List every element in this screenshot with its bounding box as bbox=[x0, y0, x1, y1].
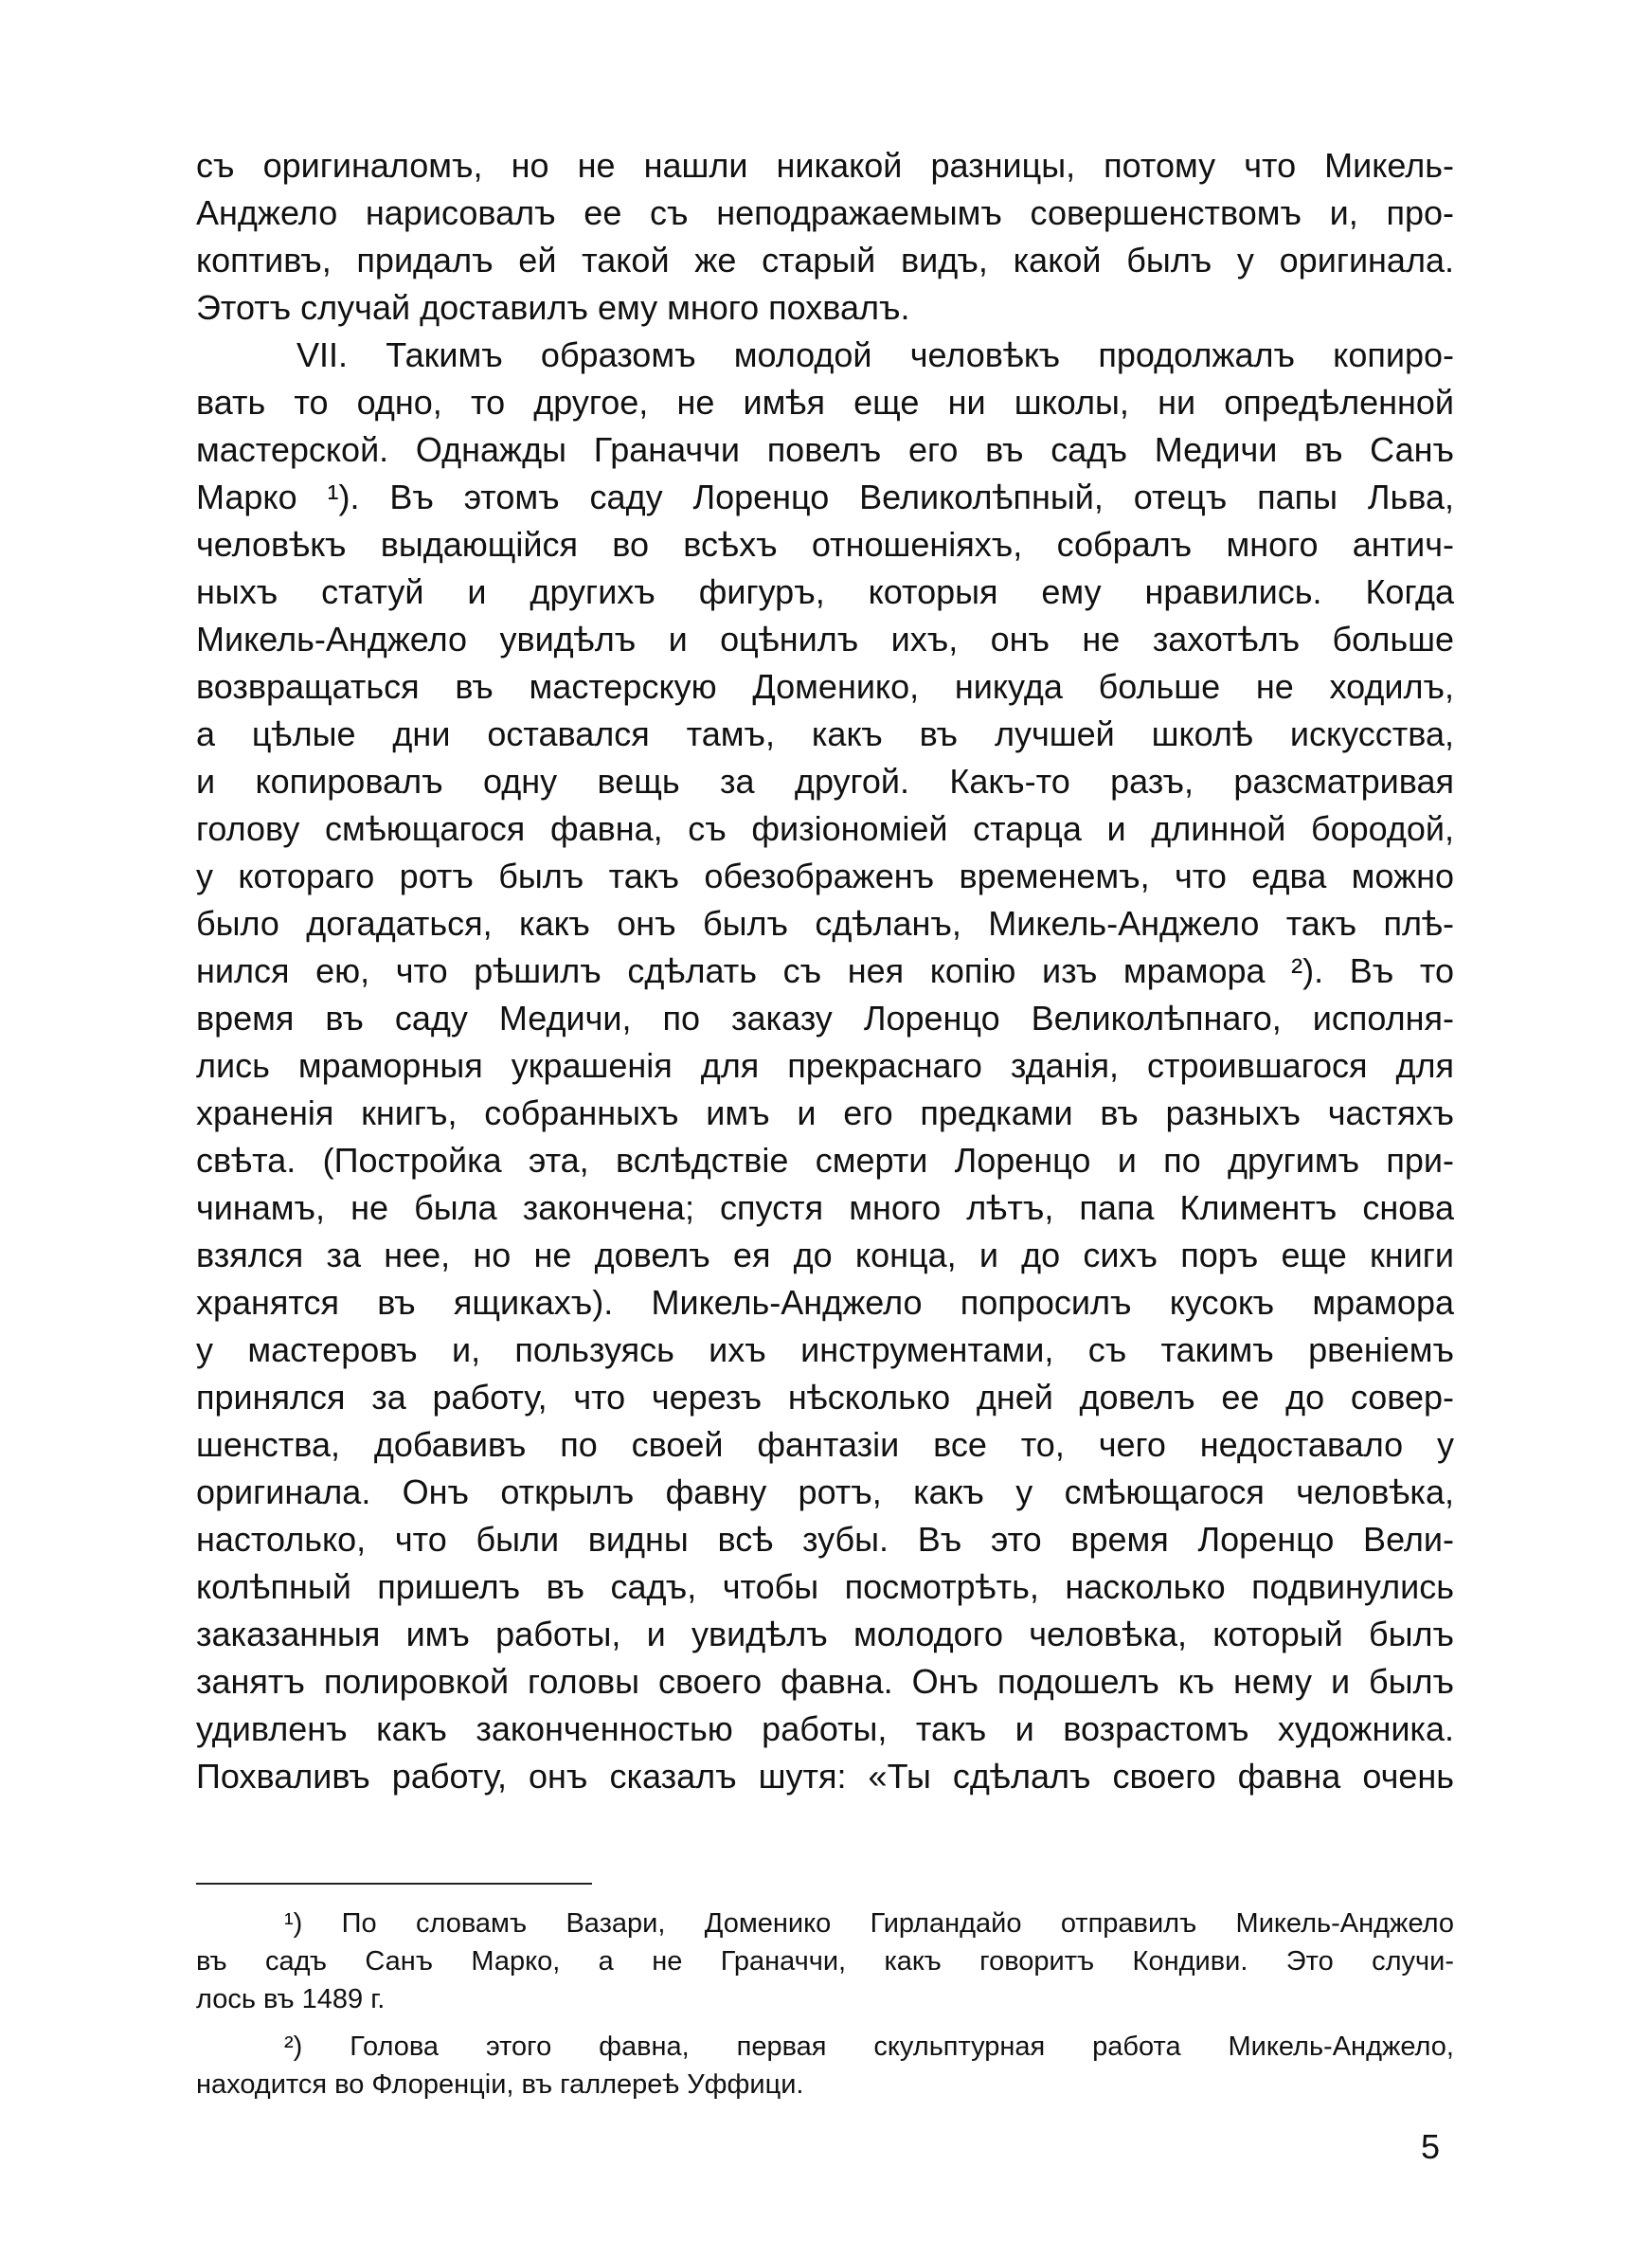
text-line: принялся за работу, что черезъ нѣсколько дней довелъ ее до совер- bbox=[196, 1378, 1454, 1417]
text-line: заказанныя имъ работы, и увидѣлъ молодого человѣка, который былъ bbox=[196, 1615, 1454, 1653]
text-line: голову смѣющагося фавна, съ физіономіей старца и длинной бородой, bbox=[196, 809, 1454, 848]
text-line: Похваливъ работу, онъ сказалъ шутя: «Ты сдѣлалъ своего фавна очень bbox=[196, 1757, 1454, 1796]
text-line: вать то одно, то другое, не имѣя еще ни школы, ни опредѣленной bbox=[196, 383, 1454, 422]
text-line: колѣпный пришелъ въ садъ, чтобы посмотрѣть, насколько подвинулись bbox=[196, 1567, 1454, 1606]
text-line: у котораго ротъ былъ такъ обезображенъ временемъ, что едва можно bbox=[196, 857, 1454, 895]
text-line: время въ саду Медичи, по заказу Лоренцо Великолѣпнаго, исполня- bbox=[196, 999, 1454, 1038]
footnote-divider bbox=[196, 1883, 592, 1885]
footnote-line: лось въ 1489 г. bbox=[196, 1984, 386, 2014]
text-line: удивленъ какъ законченностью работы, такъ и возрастомъ художника. bbox=[196, 1709, 1454, 1748]
text-line: и копировалъ одну вещь за другой. Какъ-то разъ, разсматривая bbox=[196, 762, 1454, 801]
text-line: оригинала. Онъ открылъ фавну ротъ, какъ у смѣющагося человѣка, bbox=[196, 1472, 1454, 1511]
text-line: съ оригиналомъ, но не нашли никакой разницы, потому что Микель- bbox=[196, 146, 1454, 185]
footnote-line: ¹) По словамъ Вазари, Доменико Гирландайо отправилъ Микель-Анджело bbox=[284, 1908, 1454, 1939]
text-line: шенства, добавивъ по своей фантазіи все то, чего недоставало у bbox=[196, 1425, 1454, 1464]
text-line: взялся за нее, но не довелъ ея до конца, и до сихъ поръ еще книги bbox=[196, 1236, 1454, 1274]
text-line: настолько, что были видны всѣ зубы. Въ это время Лоренцо Вели- bbox=[196, 1520, 1454, 1559]
footnote-line: ²) Голова этого фавна, первая скульптурная работа Микель-Анджело, bbox=[284, 2031, 1454, 2062]
text-line: храненія книгъ, собранныхъ имъ и его предками въ разныхъ частяхъ bbox=[196, 1093, 1454, 1132]
text-line: коптивъ, придалъ ей такой же старый видъ, какой былъ у оригинала. bbox=[196, 241, 1454, 280]
footnote-line: находится во Флоренціи, въ галлереѣ Уффици. bbox=[196, 2069, 804, 2100]
text-line: VII. Такимъ образомъ молодой человѣкъ продолжалъ копиро- bbox=[296, 335, 1454, 374]
text-line: мастерской. Однажды Граначчи повелъ его въ садъ Медичи въ Санъ bbox=[196, 430, 1454, 469]
text-line: ныхъ статуй и другихъ фигуръ, которыя ему нравились. Когда bbox=[196, 572, 1454, 611]
text-line: Анджело нарисовалъ ее съ неподражаемымъ совершенствомъ и, про- bbox=[196, 193, 1454, 232]
text-line: хранятся въ ящикахъ). Микель-Анджело попросилъ кусокъ мрамора bbox=[196, 1283, 1454, 1322]
text-line: свѣта. (Постройка эта, вслѣдствіе смерти Лоренцо и по другимъ при- bbox=[196, 1141, 1454, 1180]
text-line: а цѣлые дни оставался тамъ, какъ въ лучшей школѣ искусства, bbox=[196, 714, 1454, 753]
text-line: было догадаться, какъ онъ былъ сдѣланъ, Микель-Анджело такъ плѣ- bbox=[196, 904, 1454, 943]
text-line: человѣкъ выдающійся во всѣхъ отношеніяхъ, собралъ много антич- bbox=[196, 525, 1454, 564]
text-line: возвращаться въ мастерскую Доменико, никуда больше не ходилъ, bbox=[196, 667, 1454, 706]
text-line: нился ею, что рѣшилъ сдѣлать съ нея копію изъ мрамора ²). Въ то bbox=[196, 951, 1454, 990]
text-line: у мастеровъ и, пользуясь ихъ инструментами, съ такимъ рвеніемъ bbox=[196, 1330, 1454, 1369]
text-line: Этотъ случай доставилъ ему много похвалъ. bbox=[196, 288, 910, 327]
footnote-line: въ садъ Санъ Марко, а не Граначчи, какъ говоритъ Кондиви. Это случи- bbox=[196, 1946, 1454, 1977]
text-line: занятъ полировкой головы своего фавна. Онъ подошелъ къ нему и былъ bbox=[196, 1662, 1454, 1701]
page-number: 5 bbox=[1421, 2127, 1441, 2166]
text-line: Микель-Анджело увидѣлъ и оцѣнилъ ихъ, онъ не захотѣлъ больше bbox=[196, 620, 1454, 659]
text-line: Марко ¹). Въ этомъ саду Лоренцо Великолѣпный, отецъ папы Льва, bbox=[196, 478, 1454, 516]
text-line: чинамъ, не была закончена; спустя много лѣтъ, папа Климентъ снова bbox=[196, 1188, 1454, 1227]
text-line: лись мраморныя украшенія для прекраснаго зданія, строившагося для bbox=[196, 1046, 1454, 1085]
